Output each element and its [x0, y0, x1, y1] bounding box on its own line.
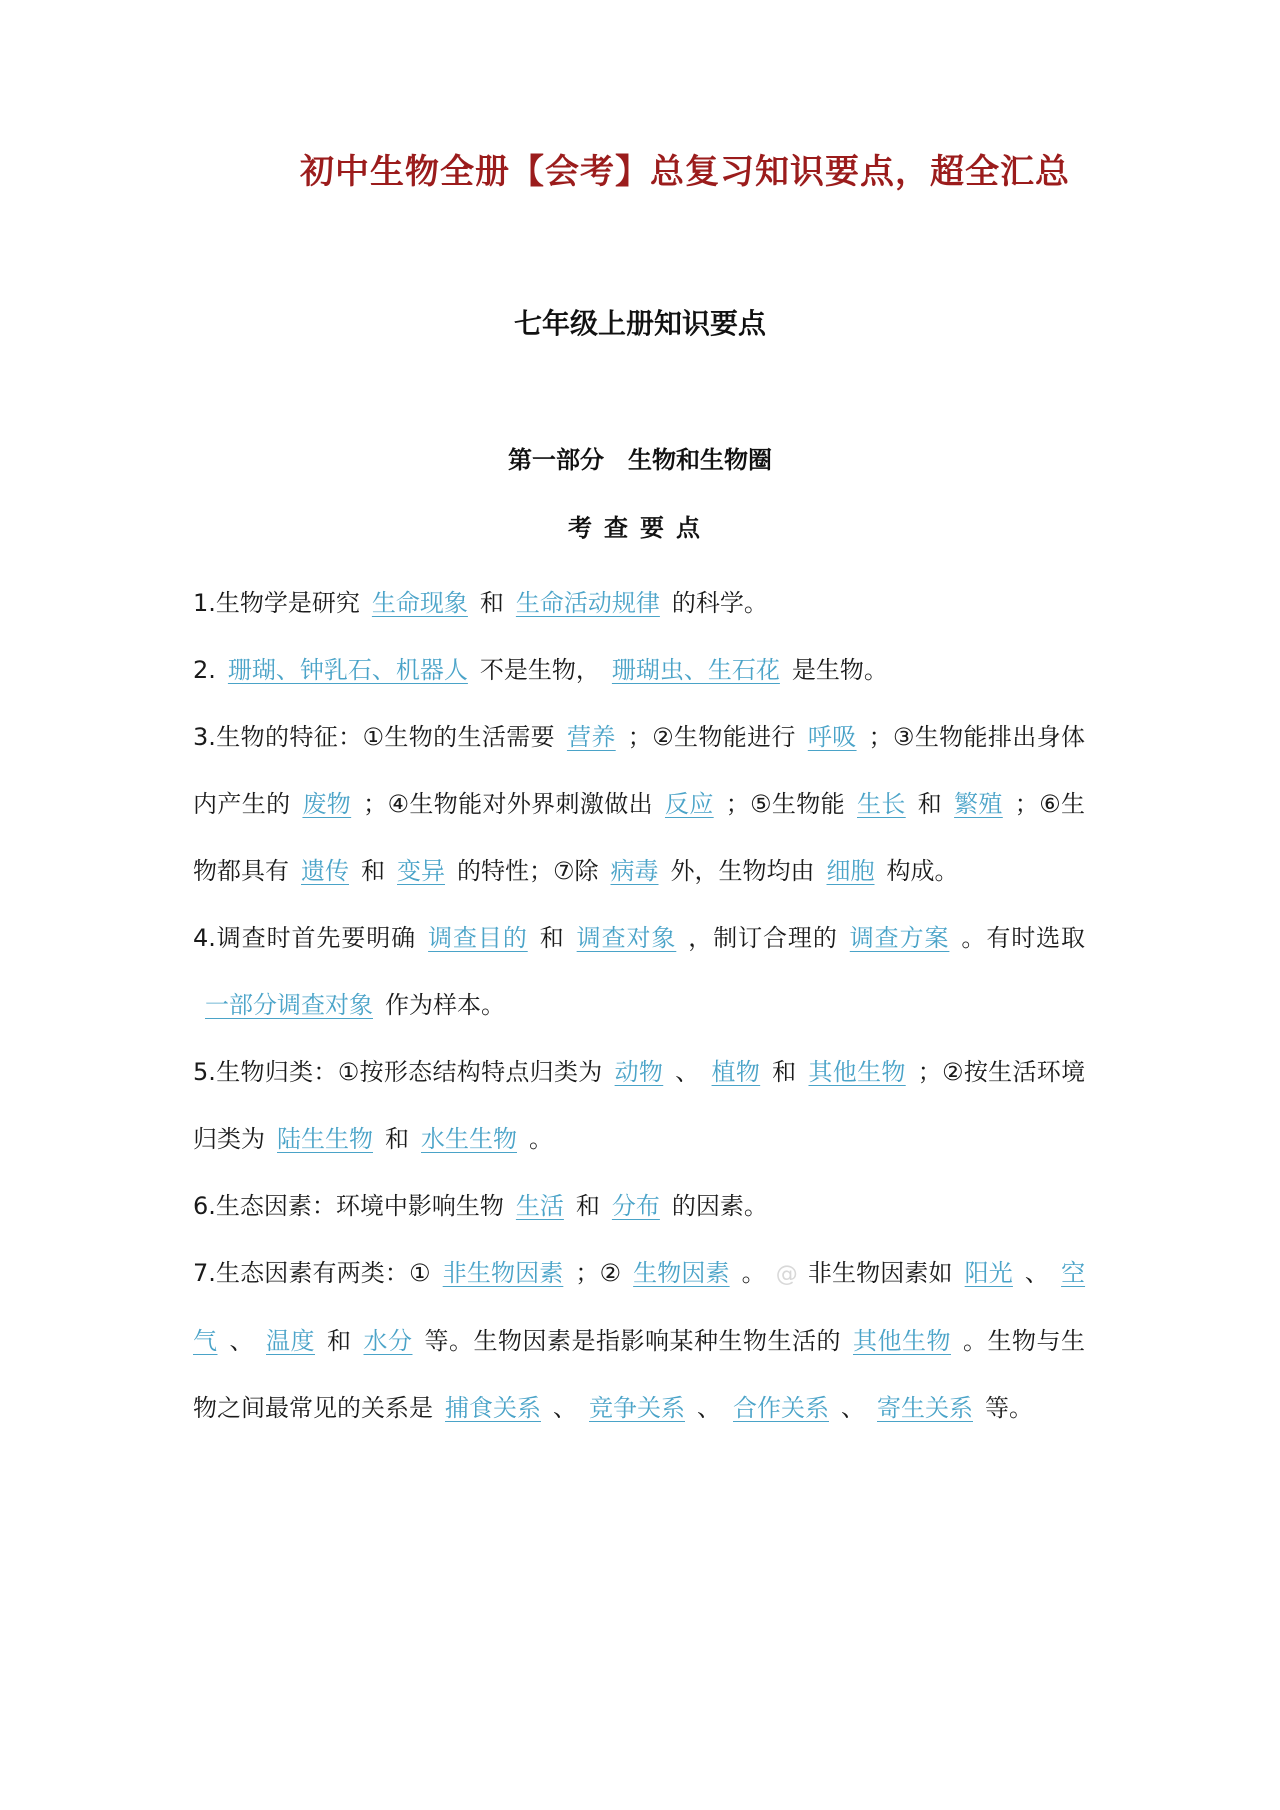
text-run: 和 [539, 924, 565, 952]
fill-blank-answer: 生命现象 [371, 589, 468, 617]
knowledge-points [193, 570, 1085, 1442]
key-points-heading: 考查要点 [568, 514, 712, 542]
text-run: 和 [361, 857, 385, 885]
fill-blank-answer: 合作关系 [733, 1394, 829, 1422]
fill-blank-answer: 阳光 [964, 1259, 1013, 1287]
text-run: ；②按生活环境归类为 [193, 1058, 1086, 1153]
fill-blank-answer: 生活 [515, 1192, 564, 1220]
fill-blank-answer: 调查目的 [428, 924, 528, 952]
text-run: 和 [917, 790, 943, 818]
text-run: 和 [479, 589, 504, 617]
text-run: 构成。 [886, 857, 959, 885]
text-run: 1.生物学是研究 [193, 589, 360, 617]
document-title: 初中生物全册【会考】总复习知识要点，超全汇总 [300, 152, 1070, 192]
fill-blank-answer: 营养 [566, 723, 616, 751]
text-run: 2. [193, 656, 216, 684]
text-run: ；②生物能进行 [627, 723, 796, 751]
fill-blank-answer: 其他生物 [853, 1327, 951, 1355]
fill-blank-answer: 竞争关系 [589, 1394, 685, 1422]
text-run: 外，生物均由 [670, 857, 815, 885]
text-run: 的科学。 [671, 589, 768, 617]
knowledge-point-p3 [193, 704, 1085, 905]
fill-blank-answer: 陆生生物 [277, 1125, 373, 1153]
fill-blank-answer: 分布 [611, 1192, 660, 1220]
text-run: 5.生物归类：①按形态结构特点归类为 [193, 1058, 603, 1086]
knowledge-point-p4 [193, 905, 1085, 1039]
text-run: 和 [327, 1327, 352, 1355]
fill-blank-answer: 繁殖 [954, 790, 1003, 818]
fill-blank-answer: 植物 [711, 1058, 761, 1086]
fill-blank-answer: 调查对象 [576, 924, 677, 952]
fill-blank-answer: 反应 [664, 790, 714, 818]
fill-blank-answer: 水分 [363, 1327, 413, 1355]
fill-blank-answer: 生物因素 [633, 1259, 730, 1287]
text-run: ；② [575, 1259, 622, 1287]
fill-blank-answer: 珊瑚、钟乳石、机器人 [227, 656, 468, 684]
fill-blank-answer: 遗传 [301, 857, 349, 885]
text-run: ；③生物能排出身体内产生的 [193, 723, 1086, 818]
fill-blank-answer: 捕食关系 [445, 1394, 541, 1422]
grade-heading: 七年级上册知识要点 [513, 307, 766, 340]
fill-blank-answer: 废物 [302, 790, 352, 818]
text-run: ；⑥生物都具有 [193, 790, 1086, 885]
part-heading: 第一部分 生物和生物圈 [508, 446, 772, 474]
fill-blank-answer: 空气 [193, 1259, 1086, 1355]
fill-blank-answer: 生命活动规律 [515, 589, 660, 617]
text-run: 和 [772, 1058, 797, 1086]
fill-blank-answer: 调查方案 [849, 924, 950, 952]
text-run: ；⑤生物能 [725, 790, 845, 818]
text-run: 3.生物的特征：①生物的生活需要 [193, 723, 555, 751]
fill-blank-answer: 珊瑚虫、生石花 [611, 656, 780, 684]
fill-blank-answer: 病毒 [610, 857, 659, 885]
knowledge-point-p6 [193, 1173, 1085, 1240]
text-run: 非生物因素如 [807, 1259, 953, 1287]
text-run: 、 [553, 1394, 577, 1422]
text-run: 不是生物， [479, 656, 600, 684]
text-run: 、 [697, 1394, 721, 1422]
knowledge-point-p1 [193, 570, 1085, 637]
text-run: 的特性；⑦除 [457, 857, 599, 885]
fill-blank-answer: 一部分调查对象 [205, 991, 373, 1019]
fill-blank-answer: 水生生物 [421, 1125, 517, 1153]
fill-blank-answer: 动物 [614, 1058, 664, 1086]
knowledge-point-p5 [193, 1039, 1085, 1173]
text-run: 的因素。 [671, 1192, 768, 1220]
text-run: 、 [675, 1058, 700, 1086]
text-run: ，制订合理的 [688, 924, 838, 952]
fill-blank-answer: 生长 [857, 790, 906, 818]
text-run: 。 [741, 1259, 766, 1287]
text-run: 4.调查时首先要明确 [193, 924, 417, 952]
fill-blank-answer: 细胞 [826, 857, 875, 885]
knowledge-point-p7 [193, 1240, 1085, 1442]
text-run: 、 [1024, 1259, 1050, 1287]
knowledge-point-p2 [193, 637, 1085, 704]
text-run: 6.生态因素：环境中影响生物 [193, 1192, 504, 1220]
fill-blank-answer: 变异 [397, 857, 445, 885]
fill-blank-answer: 寄生关系 [877, 1394, 973, 1422]
fill-blank-answer: 其他生物 [808, 1058, 906, 1086]
text-run: 、 [229, 1327, 254, 1355]
text-run: 和 [575, 1192, 600, 1220]
fill-blank-answer: 温度 [266, 1327, 315, 1355]
text-run: 等。生物因素是指影响某种生物生活的 [424, 1327, 841, 1355]
text-run: 作为样本。 [385, 991, 505, 1019]
text-run: 。生物与生物之间最常见的关系是 [193, 1327, 1085, 1422]
text-run: 7.生态因素有两类：① [193, 1259, 431, 1287]
text-run: 、 [841, 1394, 865, 1422]
text-run: 。有时选取 [961, 924, 1086, 952]
fill-blank-answer: 呼吸 [807, 723, 857, 751]
fill-blank-answer: 非生物因素 [442, 1259, 564, 1287]
text-run: 是生物。 [791, 656, 888, 684]
text-run: 和 [385, 1125, 409, 1153]
text-run: 等。 [985, 1394, 1033, 1422]
text-run: ；④生物能对外界刺激做出 [363, 790, 653, 818]
text-run: 。 [529, 1125, 553, 1153]
watermark-mark: @ [775, 1262, 798, 1287]
